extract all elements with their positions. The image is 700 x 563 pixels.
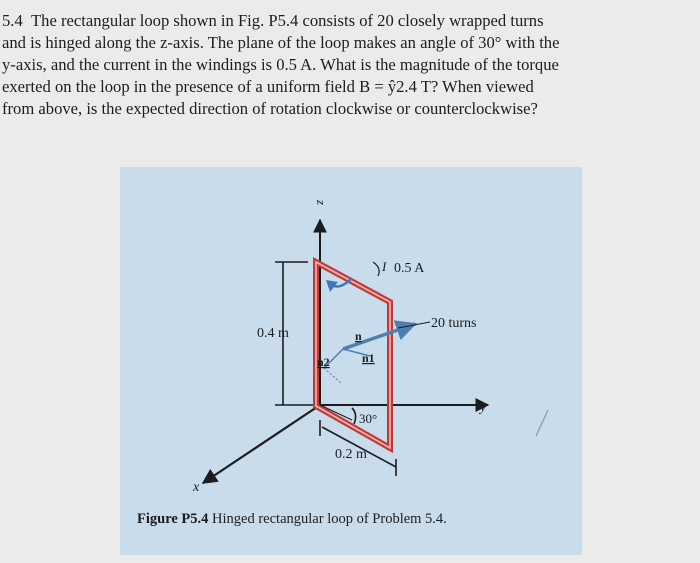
height-label: 0.4 m [257,326,289,341]
problem-number: 5.4 [2,11,23,30]
width-label: 0.2 m [335,447,367,462]
figure-caption [137,511,447,528]
normal-vector-n [343,324,415,349]
x-axis-line [203,405,320,483]
normal-n2-label: n2 [317,355,330,369]
angle-label: 30° [359,411,378,426]
turns-label: 20 turns [431,316,477,331]
current-symbol-label: I [382,259,387,274]
problem-line-3: y-axis, and the current in the windings is 0.5 A. What is the magnitude of the torque [2,55,559,74]
problem-line-4: exerted on the loop in the presence of a uniform field B = ŷ2.4 T? When viewed [2,77,534,96]
normal-n1-label: n1 [362,351,375,365]
x-axis-label: x [193,480,200,495]
problem-line-1: 5.4 The rectangular loop shown in Fig. P5.4 consists of 20 closely wrapped turns [2,11,544,30]
normal-n-label: n [355,329,362,343]
z-axis-label: z [314,200,329,206]
caption-text: Hinged rectangular loop of Problem 5.4. [212,511,447,527]
y-axis-label: y [480,400,487,415]
problem-line-2: and is hinged along the z-axis. The plane of the loop makes an angle of 30° with the [2,33,560,52]
problem-line-5: from above, is the expected direction of rotation clockwise or counterclockwise? [2,99,538,118]
caption-label: Figure P5.4 [137,511,209,527]
current-label: 0.5 A [394,261,425,276]
